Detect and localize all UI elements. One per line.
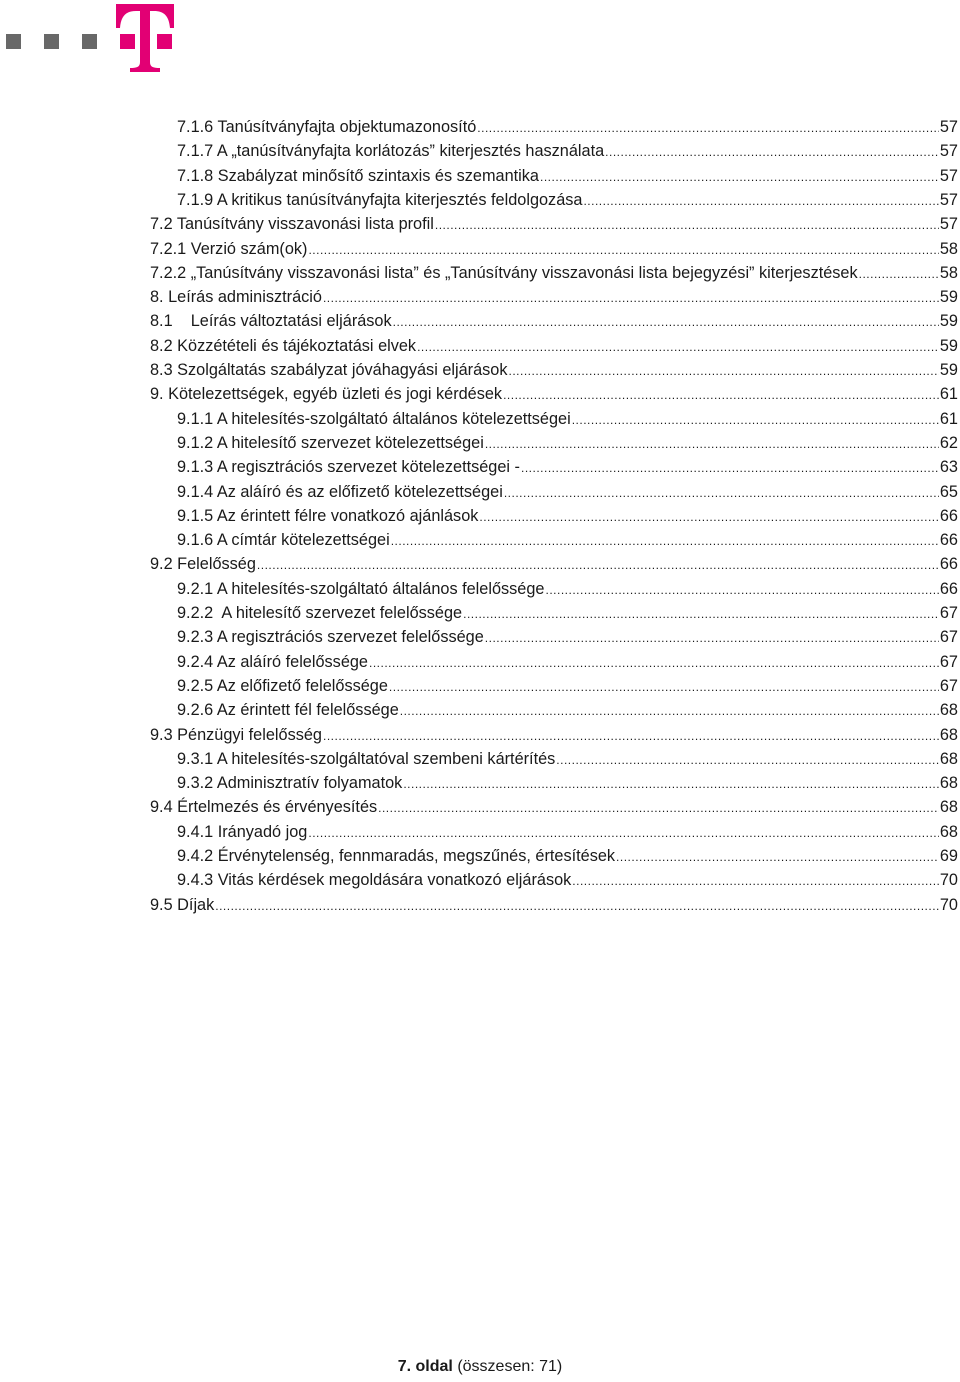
toc-entry-page: 67 <box>939 652 958 671</box>
toc-entry-page: 57 <box>939 118 958 136</box>
toc-entry-page: 66 <box>939 506 958 525</box>
toc-entry[interactable] <box>177 845 958 867</box>
toc-dot-leader <box>393 311 939 333</box>
toc-entry[interactable] <box>177 505 958 527</box>
toc-dot-leader <box>308 239 938 261</box>
toc-dot-leader <box>417 336 939 358</box>
toc-dot-leader <box>545 579 938 601</box>
toc-entry-label: 9.2.4 Az aláíró felelőssége <box>177 652 368 671</box>
toc-entry-page: 58 <box>939 263 958 282</box>
toc-dot-leader <box>485 627 939 649</box>
toc-entry-page: 61 <box>939 385 958 404</box>
toc-dot-leader <box>479 506 938 528</box>
toc-entry-page: 57 <box>939 215 958 234</box>
toc-dot-leader <box>323 725 939 747</box>
toc-entry[interactable] <box>177 189 958 211</box>
toc-entry-page: 65 <box>939 482 958 501</box>
toc-entry-page: 57 <box>939 142 958 161</box>
toc-dot-leader <box>215 895 939 917</box>
toc-entry-label: 7.1.8 Szabályzat minősítő szintaxis és szemantika <box>177 166 539 185</box>
toc-entry-page: 66 <box>939 555 958 574</box>
toc-dot-leader <box>572 870 939 892</box>
toc-dot-leader <box>403 773 939 795</box>
toc-entry-label: 9.4 Értelmezés és érvényesítés <box>150 798 378 817</box>
toc-entry[interactable] <box>177 529 958 551</box>
toc-entry-label: 9.2.3 A regisztrációs szervezet felelőssége <box>177 628 484 647</box>
toc-dot-leader <box>369 652 939 674</box>
toc-entry[interactable] <box>150 553 958 575</box>
toc-entry-label: 9.1.1 A hitelesítés-szolgáltató általános kötelezettségei <box>177 409 571 428</box>
toc-entry-page: 59 <box>939 336 958 355</box>
toc-entry-label: 9.1.5 Az érintett félre vonatkozó ajánlások <box>177 506 479 525</box>
toc-entry-label: 9.2.5 Az előfizető felelőssége <box>177 676 388 695</box>
toc-entry[interactable] <box>177 165 958 187</box>
toc-dot-leader <box>435 214 939 236</box>
toc-entry-label: 8. Leírás adminisztráció <box>150 288 322 307</box>
toc-entry[interactable] <box>150 262 958 284</box>
toc-entry[interactable] <box>177 456 958 478</box>
toc-entry-label: 9.4.1 Irányadó jog <box>177 822 308 841</box>
toc-entry[interactable] <box>150 286 958 308</box>
toc-entry-page: 70 <box>939 895 958 914</box>
toc-entry-label: 7.1.7 A „tanúsítványfajta korlátozás” kiterjesztés használata <box>177 142 605 161</box>
toc-entry-page: 67 <box>939 676 958 695</box>
toc-entry-label: 8.1 Leírás változtatási eljárások <box>150 312 392 331</box>
toc-dot-leader <box>509 360 939 382</box>
toc-entry-label: 9.3.1 A hitelesítés-szolgáltatóval szembeni kártérítés <box>177 749 556 768</box>
toc-entry-label: 9.2.2 A hitelesítő szervezet felelőssége <box>177 604 463 622</box>
toc-dot-leader <box>400 700 939 722</box>
toc-entry[interactable] <box>177 602 958 624</box>
toc-entry[interactable] <box>150 383 958 405</box>
toc-entry-label: 7.2 Tanúsítvány visszavonási lista profil <box>150 215 434 234</box>
toc-entry[interactable] <box>150 238 958 260</box>
toc-dot-leader <box>504 482 939 504</box>
toc-entry-page: 62 <box>939 433 958 452</box>
toc-entry[interactable] <box>150 724 958 746</box>
toc-dot-leader <box>308 822 939 844</box>
toc-entry[interactable] <box>177 772 958 794</box>
toc-entry-label: 9.4.2 Érvénytelenség, fennmaradás, megszűnés, értesítések <box>177 847 616 865</box>
toc-dot-leader <box>605 141 939 163</box>
footer-page-number: 7. oldal <box>397 1358 453 1375</box>
toc-entry-page: 67 <box>939 628 958 647</box>
toc-entry-label: 9.1.2 A hitelesítő szervezet kötelezettségei <box>177 433 484 452</box>
toc-entry-page: 68 <box>939 774 958 793</box>
toc-entry[interactable] <box>177 748 958 770</box>
toc-entry-label: 8.3 Szolgáltatás szabályzat jóváhagyási eljárások <box>150 361 508 379</box>
toc-entry[interactable] <box>177 140 958 162</box>
toc-entry[interactable] <box>177 651 958 673</box>
toc-entry-page: 70 <box>939 871 958 890</box>
toc-entry[interactable] <box>150 796 958 818</box>
toc-dot-leader <box>572 409 939 431</box>
toc-dot-leader <box>616 846 939 868</box>
toc-entry[interactable] <box>177 821 958 843</box>
toc-dot-leader <box>521 457 939 479</box>
toc-entry[interactable] <box>150 894 958 916</box>
toc-entry-label: 9.2.6 Az érintett fél felelőssége <box>177 701 399 720</box>
footer-total-pages: (összesen: 71) <box>457 1358 563 1375</box>
page-footer <box>0 1358 960 1376</box>
telekom-logo <box>0 0 200 80</box>
toc-entry-page: 66 <box>939 579 958 598</box>
toc-entry[interactable] <box>177 408 958 430</box>
toc-dot-leader <box>556 749 939 771</box>
toc-entry[interactable] <box>177 432 958 454</box>
t-logo-icon <box>116 4 174 72</box>
toc-entry-label: 9.3.2 Adminisztratív folyamatok <box>177 774 403 793</box>
toc-entry-page: 68 <box>939 822 958 841</box>
toc-entry[interactable] <box>177 626 958 648</box>
toc-entry-label: 9.5 Díjak <box>150 895 215 914</box>
toc-entry-page: 63 <box>939 458 958 477</box>
toc-entry-label: 9.2 Felelősség <box>150 555 256 574</box>
logo-square <box>44 34 59 49</box>
toc-dot-leader <box>540 166 939 188</box>
toc-dot-leader <box>323 287 939 309</box>
toc-entry[interactable] <box>150 213 958 235</box>
toc-entry-page: 68 <box>939 701 958 720</box>
toc-entry-page: 67 <box>939 604 958 622</box>
toc-dot-leader <box>257 554 939 576</box>
toc-dot-leader <box>391 530 939 552</box>
toc-entry-page: 68 <box>939 798 958 817</box>
toc-entry-label: 9.3 Pénzügyi felelősség <box>150 725 322 744</box>
toc-entry[interactable] <box>177 675 958 697</box>
toc-entry-page: 57 <box>939 190 958 209</box>
toc-dot-leader <box>859 263 939 285</box>
toc-dot-leader <box>463 603 939 625</box>
logo-square <box>82 34 97 49</box>
toc-dot-leader <box>477 117 939 139</box>
toc-entry-page: 59 <box>939 361 958 379</box>
toc-entry-label: 9.1.6 A címtár kötelezettségei <box>177 531 390 550</box>
toc-entry-page: 58 <box>939 239 958 258</box>
toc-entry-page: 59 <box>939 288 958 307</box>
toc-entry-page: 68 <box>939 749 958 768</box>
toc-dot-leader <box>378 797 939 819</box>
toc-entry-page: 69 <box>939 847 958 865</box>
toc-entry-label: 8.2 Közzétételi és tájékoztatási elvek <box>150 336 417 355</box>
toc-entry-page: 66 <box>939 531 958 550</box>
toc-entry-page: 59 <box>939 312 958 331</box>
toc-entry[interactable] <box>150 359 958 381</box>
toc-entry-label: 9. Kötelezettségek, egyéb üzleti és jogi kérdések <box>150 385 503 404</box>
toc-entry-label: 9.2.1 A hitelesítés-szolgáltató általános felelőssége <box>177 579 545 598</box>
toc-entry[interactable] <box>177 578 958 600</box>
toc-entry-label: 7.2.2 „Tanúsítvány visszavonási lista” és „Tanúsítvány visszavonási lista bejegyzési” kiterjesztések <box>150 263 858 282</box>
toc-dot-leader <box>485 433 939 455</box>
toc-entry[interactable] <box>177 699 958 721</box>
toc-entry-label: 7.1.6 Tanúsítványfajta objektumazonosító <box>177 118 477 136</box>
toc-entry-page: 61 <box>939 409 958 428</box>
toc-dot-leader <box>503 384 939 406</box>
toc-entry[interactable] <box>150 310 958 332</box>
toc-dot-leader <box>583 190 938 212</box>
toc-entry[interactable] <box>177 481 958 503</box>
toc-dot-leader <box>389 676 939 698</box>
toc-entry-label: 9.4.3 Vitás kérdések megoldására vonatkozó eljárások <box>177 871 572 890</box>
logo-square <box>6 34 21 49</box>
toc-entry[interactable] <box>150 335 958 357</box>
toc-entry-page: 68 <box>939 725 958 744</box>
toc-entry[interactable] <box>177 869 958 891</box>
toc-entry[interactable] <box>177 116 958 138</box>
toc-entry-label: 9.1.3 A regisztrációs szervezet kötelezettségei - <box>177 458 520 477</box>
toc-entry-page: 57 <box>939 166 958 185</box>
toc-entry-label: 9.1.4 Az aláíró és az előfizető kötelezettségei <box>177 482 503 501</box>
toc-entry-label: 7.1.9 A kritikus tanúsítványfajta kiterjesztés feldolgozása <box>177 190 583 209</box>
toc-entry-label: 7.2.1 Verzió szám(ok) <box>150 239 308 258</box>
